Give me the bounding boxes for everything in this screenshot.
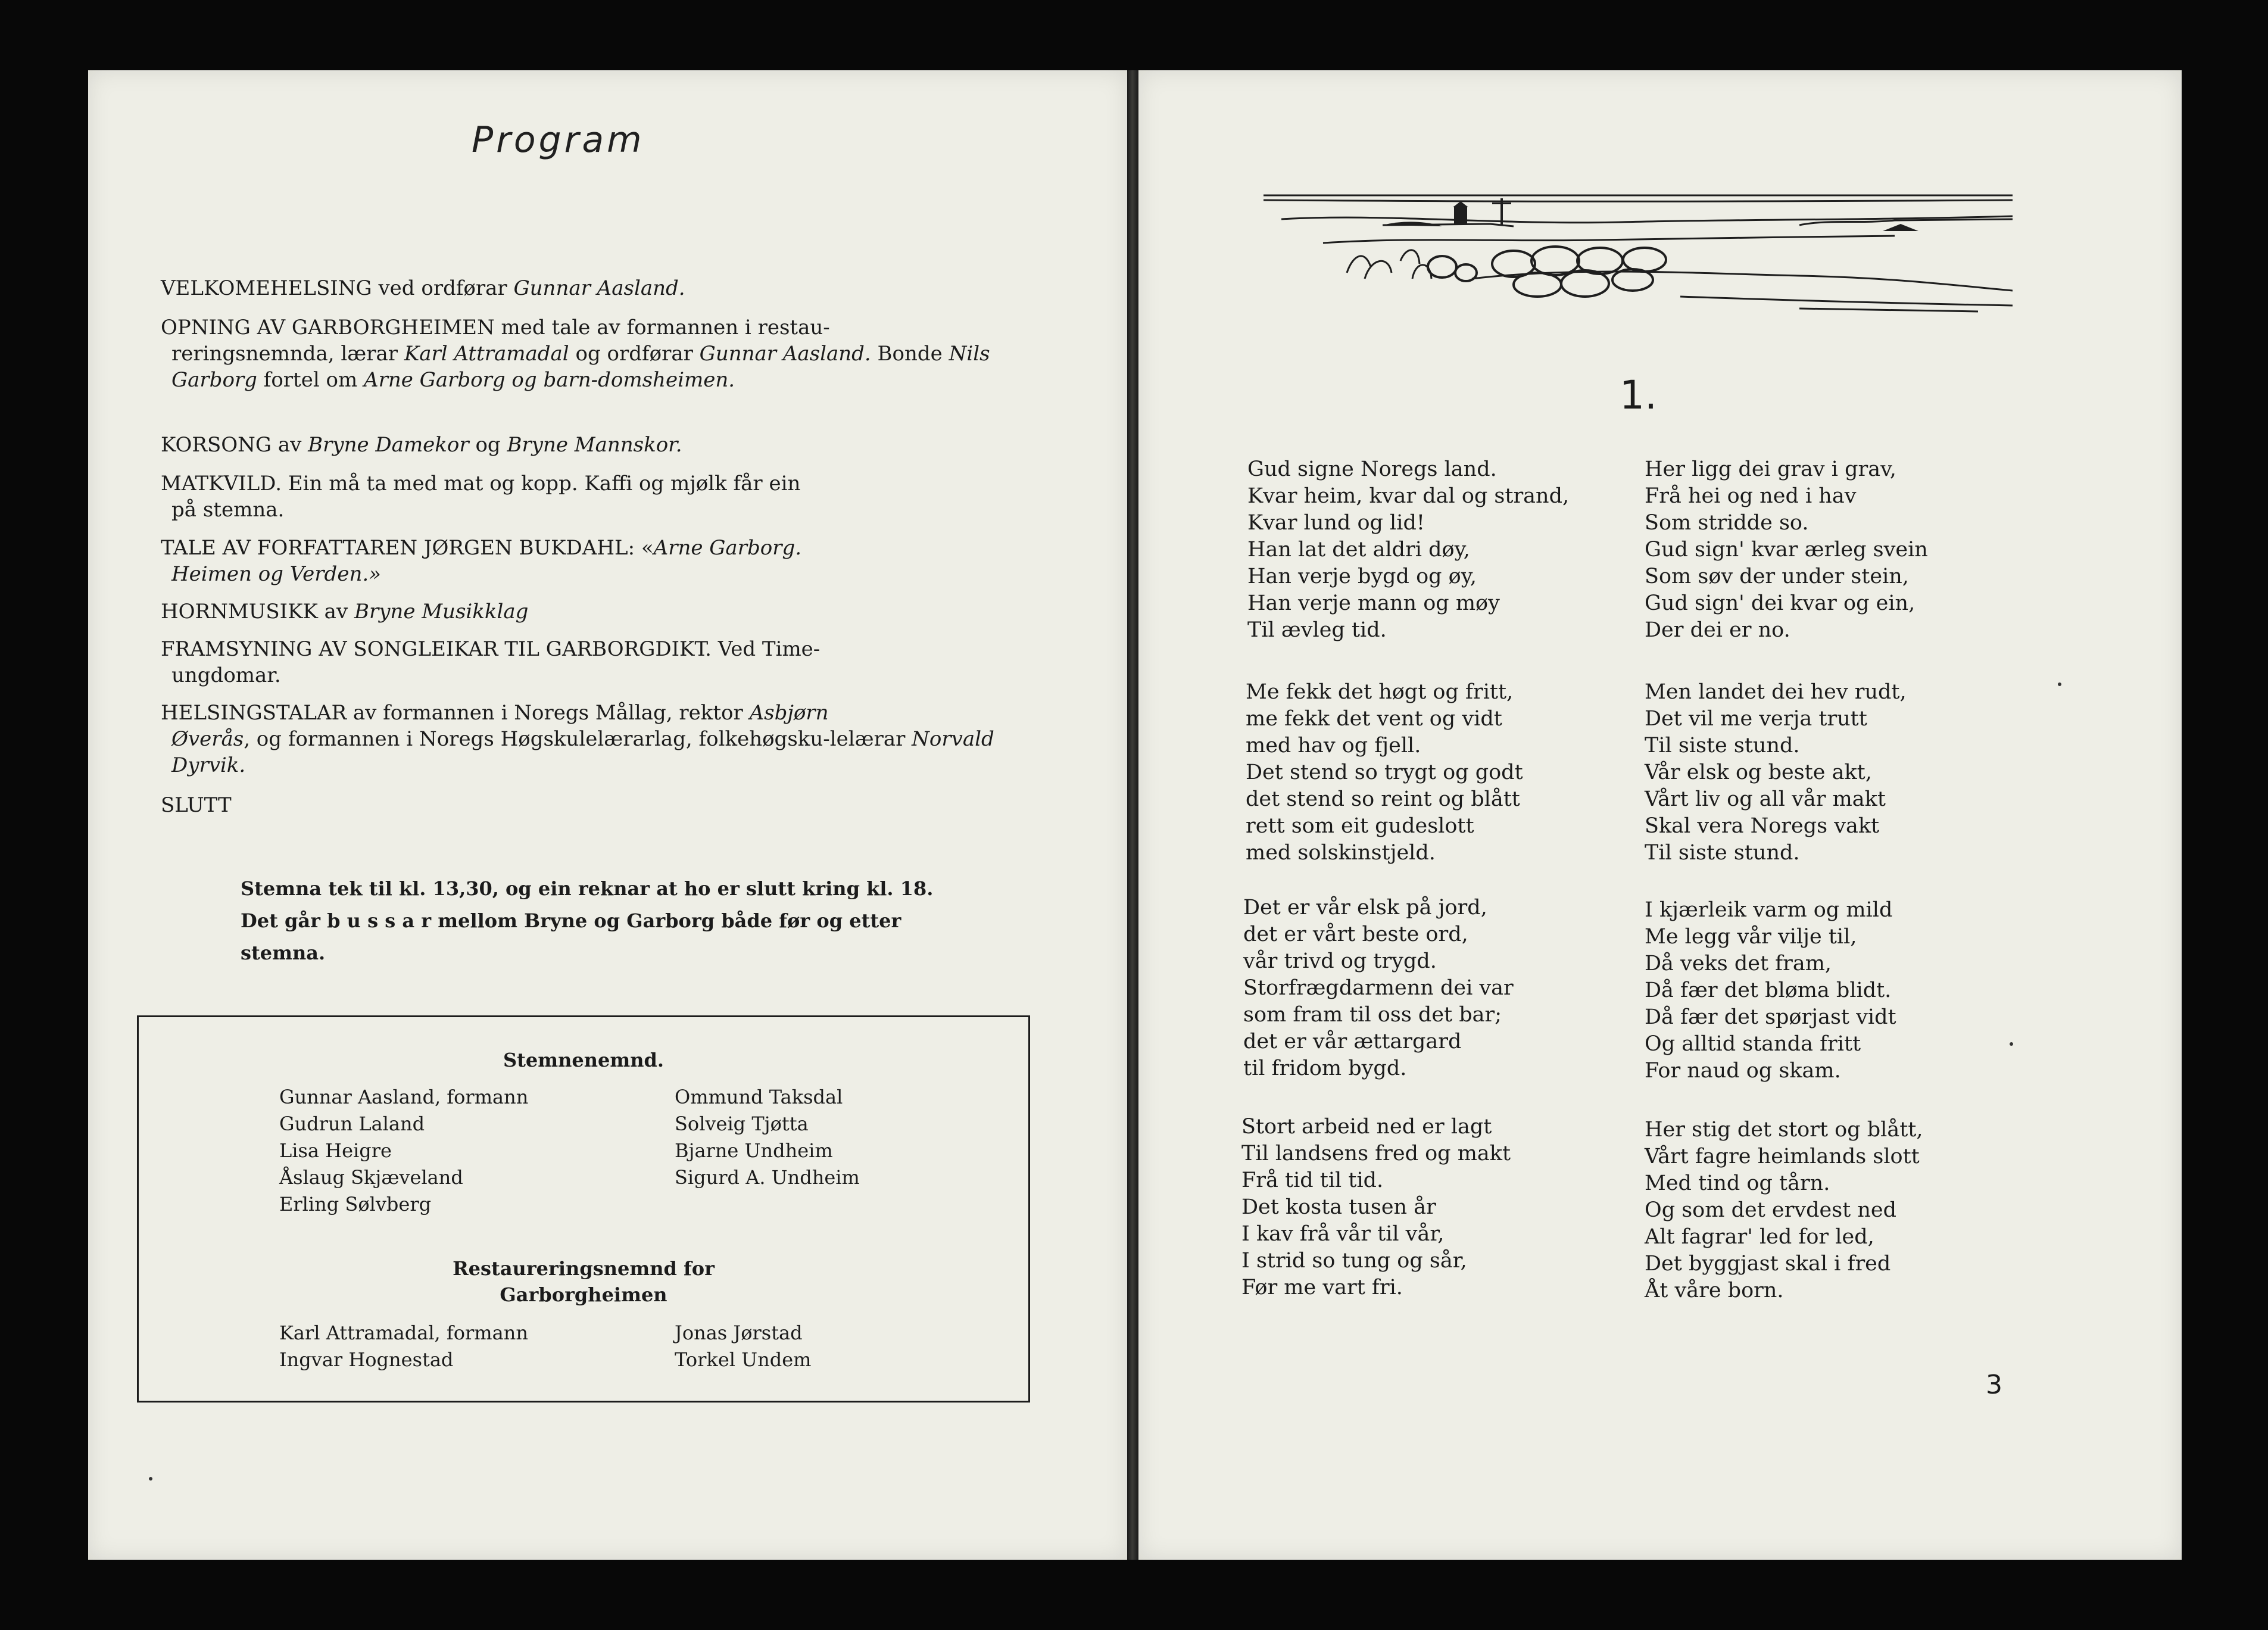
committee-member: Lisa Heigre: [279, 1139, 392, 1162]
verse-line: me fekk det vent og vidt: [1246, 707, 1502, 731]
committee-member: Åslaug Skjæveland: [279, 1166, 463, 1189]
verse-line: Det er vår elsk på jord,: [1243, 896, 1487, 920]
verse-line: vår trivd og trygd.: [1243, 949, 1437, 973]
restoration-names-right: [675, 1320, 812, 1373]
verse-line: Før me vart fri.: [1241, 1276, 1403, 1299]
program-item-speech: TALE AV FORFATTAREN JØRGEN BUKDAHL: «Arne Garborg. Heimen og Verden.»: [161, 536, 802, 586]
paper-speck: [2010, 1042, 2013, 1046]
committee-member: Gudrun Laland: [279, 1112, 425, 1135]
verse-line: Han lat det aldri døy,: [1247, 538, 1470, 562]
program-item-greetings-continued: Øverås, og formannen i Noregs Høgskulelærarlag, folkehøgsku-lelærar Norvald Dyrvik.: [171, 727, 994, 777]
committee-names-right: [675, 1084, 860, 1191]
verse-line: til fridom bygd.: [1243, 1056, 1407, 1080]
committee-member: Sigurd A. Undheim: [675, 1166, 860, 1189]
paper-speck: [2058, 682, 2061, 686]
committee-member: Jonas Jørstad: [675, 1322, 803, 1344]
program-item-opening: OPNING AV GARBORGHEIMEN med tale av formannen i restau- reringsnemnda, lærar Karl Attramadal og ordførar Gunnar Aasland. Bonde Nils Garborg fortel om Arne Garborg og barn-domsheimen.: [161, 314, 1042, 393]
verse-line: Vårt liv og all vår makt: [1645, 787, 1886, 811]
verse-line: Kvar heim, kvar dal og strand,: [1247, 484, 1570, 508]
stanza: [1645, 679, 2032, 867]
verse-line: Gud sign' dei kvar og ein,: [1645, 591, 1916, 615]
verse-line: Frå hei og ned i hav: [1645, 484, 1857, 508]
program-item-horn-music: HORNMUSIKK av Bryne Musikklag: [161, 600, 529, 624]
verse-line: Til siste stund.: [1645, 734, 1800, 758]
paper-speck: [149, 1477, 152, 1481]
verse-line: Då fær det spørjast vidt: [1645, 1005, 1896, 1029]
verse-line: Her ligg dei grav i grav,: [1645, 457, 1896, 481]
verse-line: Kvar lund og lid!: [1247, 511, 1425, 535]
verse-line: Som stridde so.: [1645, 511, 1809, 535]
verse-line: Han verje bygd og øy,: [1247, 565, 1477, 588]
stanza: [1247, 456, 1634, 644]
book-spine: [1127, 70, 1138, 1560]
verse-line: det stend so reint og blått: [1246, 787, 1520, 811]
restoration-heading-line1: Restaureringsnemnd for: [453, 1257, 715, 1280]
verse-line: Gud sign' kvar ærleg svein: [1645, 538, 1928, 562]
coastal-landscape-illustration: [1264, 189, 2013, 314]
verse-line: Då veks det fram,: [1645, 952, 1832, 975]
stanza: [1645, 1117, 2032, 1304]
program-item-greetings: HELSINGSTALAR av formannen i Noregs Mållag, rektor Asbjørn Øverås, og formannen i Noregs Høgskulelærarlag, folkehøgsku-lelærar Norvald Dyrvik.: [161, 700, 1042, 778]
verse-line: Alt fagrar' led for led,: [1645, 1225, 1874, 1249]
verse-line: I strid so tung og sår,: [1241, 1249, 1467, 1273]
verse-line: Men landet dei hev rudt,: [1645, 680, 1907, 704]
verse-line: Vår elsk og beste akt,: [1645, 761, 1872, 784]
committee-member: Bjarne Undheim: [675, 1139, 833, 1162]
program-item-end: SLUTT: [161, 793, 232, 817]
program-item-opening-continued: reringsnemnda, lærar Karl Attramadal og ordførar Gunnar Aasland. Bonde Nils Garborg fortel om Arne Garborg og barn-domsheimen.: [171, 342, 990, 392]
verse-line: Det vil me verja trutt: [1645, 707, 1867, 731]
stanza: [1645, 456, 2032, 644]
stanza: [1246, 679, 1633, 867]
verse-line: Storfrægdarmenn dei var: [1243, 976, 1514, 1000]
program-item-welcome: VELKOMEHELSING ved ordførar Gunnar Aasland.: [161, 276, 685, 300]
verse-line: rett som eit gudeslott: [1246, 814, 1474, 838]
verse-line: Skal vera Noregs vakt: [1645, 814, 1880, 838]
committee-heading: Stemnenemnd.: [503, 1049, 664, 1071]
verse-line: Då fær det bløma blidt.: [1645, 978, 1892, 1002]
verse-line: det er vår ættargard: [1243, 1030, 1462, 1054]
verse-line: som fram til oss det bar;: [1243, 1003, 1502, 1027]
verse-line: Her stig det stort og blått,: [1645, 1118, 1923, 1142]
page-number: 3: [1986, 1370, 2002, 1400]
verse-line: Me legg vår vilje til,: [1645, 925, 1857, 949]
verse-line: Det byggjast skal i fred: [1645, 1252, 1891, 1276]
verse-line: Me fekk det høgt og fritt,: [1246, 680, 1514, 704]
verse-line: Og som det ervdest ned: [1645, 1198, 1897, 1222]
verse-line: Til landsens fred og makt: [1241, 1142, 1511, 1165]
program-item-choir: KORSONG av Bryne Damekor og Bryne Mannskor.: [161, 433, 682, 457]
verse-line: med solskinstjeld.: [1246, 841, 1436, 865]
committee-member: Torkel Undem: [675, 1348, 812, 1371]
committee-member: Ingvar Hognestad: [279, 1348, 454, 1371]
verse-line: Åt våre born.: [1645, 1279, 1784, 1302]
stanza: [1241, 1114, 1629, 1301]
verse-line: Der dei er no.: [1645, 618, 1790, 642]
committee-box: [137, 1015, 1030, 1403]
stanza: [1243, 895, 1630, 1082]
committee-member: Karl Attramadal, formann: [279, 1322, 528, 1344]
committee-names-left: [279, 1084, 528, 1218]
event-time-note: Stemna tek til kl. 13,30, og ein reknar at ho er slutt kring kl. 18. Det går b u s s a r mellom Bryne og Garborg både før og etter stemna.: [241, 877, 934, 964]
verse-line: I kjærleik varm og mild: [1645, 898, 1893, 922]
verse-line: Til siste stund.: [1645, 841, 1800, 865]
verse-line: Det stend so trygt og godt: [1246, 761, 1523, 784]
verse-line: Det kosta tusen år: [1241, 1195, 1436, 1219]
verse-line: Til ævleg tid.: [1247, 618, 1387, 642]
program-item-performance: FRAMSYNING AV SONGLEIKAR TIL GARBORGDIKT. Ved Time- ungdomar.: [161, 637, 821, 687]
verse-line: For naud og skam.: [1645, 1059, 1841, 1083]
committee-member: Solveig Tjøtta: [675, 1112, 809, 1135]
program-item-meal: MATKVILD. Ein må ta med mat og kopp. Kaffi og mjølk får ein på stemna.: [161, 472, 801, 522]
committee-member: Gunnar Aasland, formann: [279, 1086, 529, 1108]
verse-line: Gud signe Noregs land.: [1247, 457, 1497, 481]
verse-line: Som søv der under stein,: [1645, 565, 1909, 588]
verse-line: Han verje mann og møy: [1247, 591, 1500, 615]
committee-member: Erling Sølvberg: [279, 1193, 432, 1216]
verse-line: I kav frå vår til vår,: [1241, 1222, 1445, 1246]
verse-line: Stort arbeid ned er lagt: [1241, 1115, 1492, 1139]
restoration-heading-line2: Garborgheimen: [500, 1283, 667, 1306]
song-number: 1.: [1620, 372, 1657, 418]
verse-line: Frå tid til tid.: [1241, 1168, 1384, 1192]
verse-line: Med tind og tårn.: [1645, 1171, 1830, 1195]
verse-line: med hav og fjell.: [1246, 734, 1421, 758]
verse-line: det er vårt beste ord,: [1243, 922, 1468, 946]
verse-line: Og alltid standa fritt: [1645, 1032, 1861, 1056]
verse-line: Vårt fagre heimlands slott: [1645, 1145, 1920, 1168]
restoration-names-left: [279, 1320, 528, 1373]
program-title: Program: [472, 119, 645, 161]
committee-member: Ommund Taksdal: [675, 1086, 843, 1108]
stanza: [1645, 897, 2032, 1084]
